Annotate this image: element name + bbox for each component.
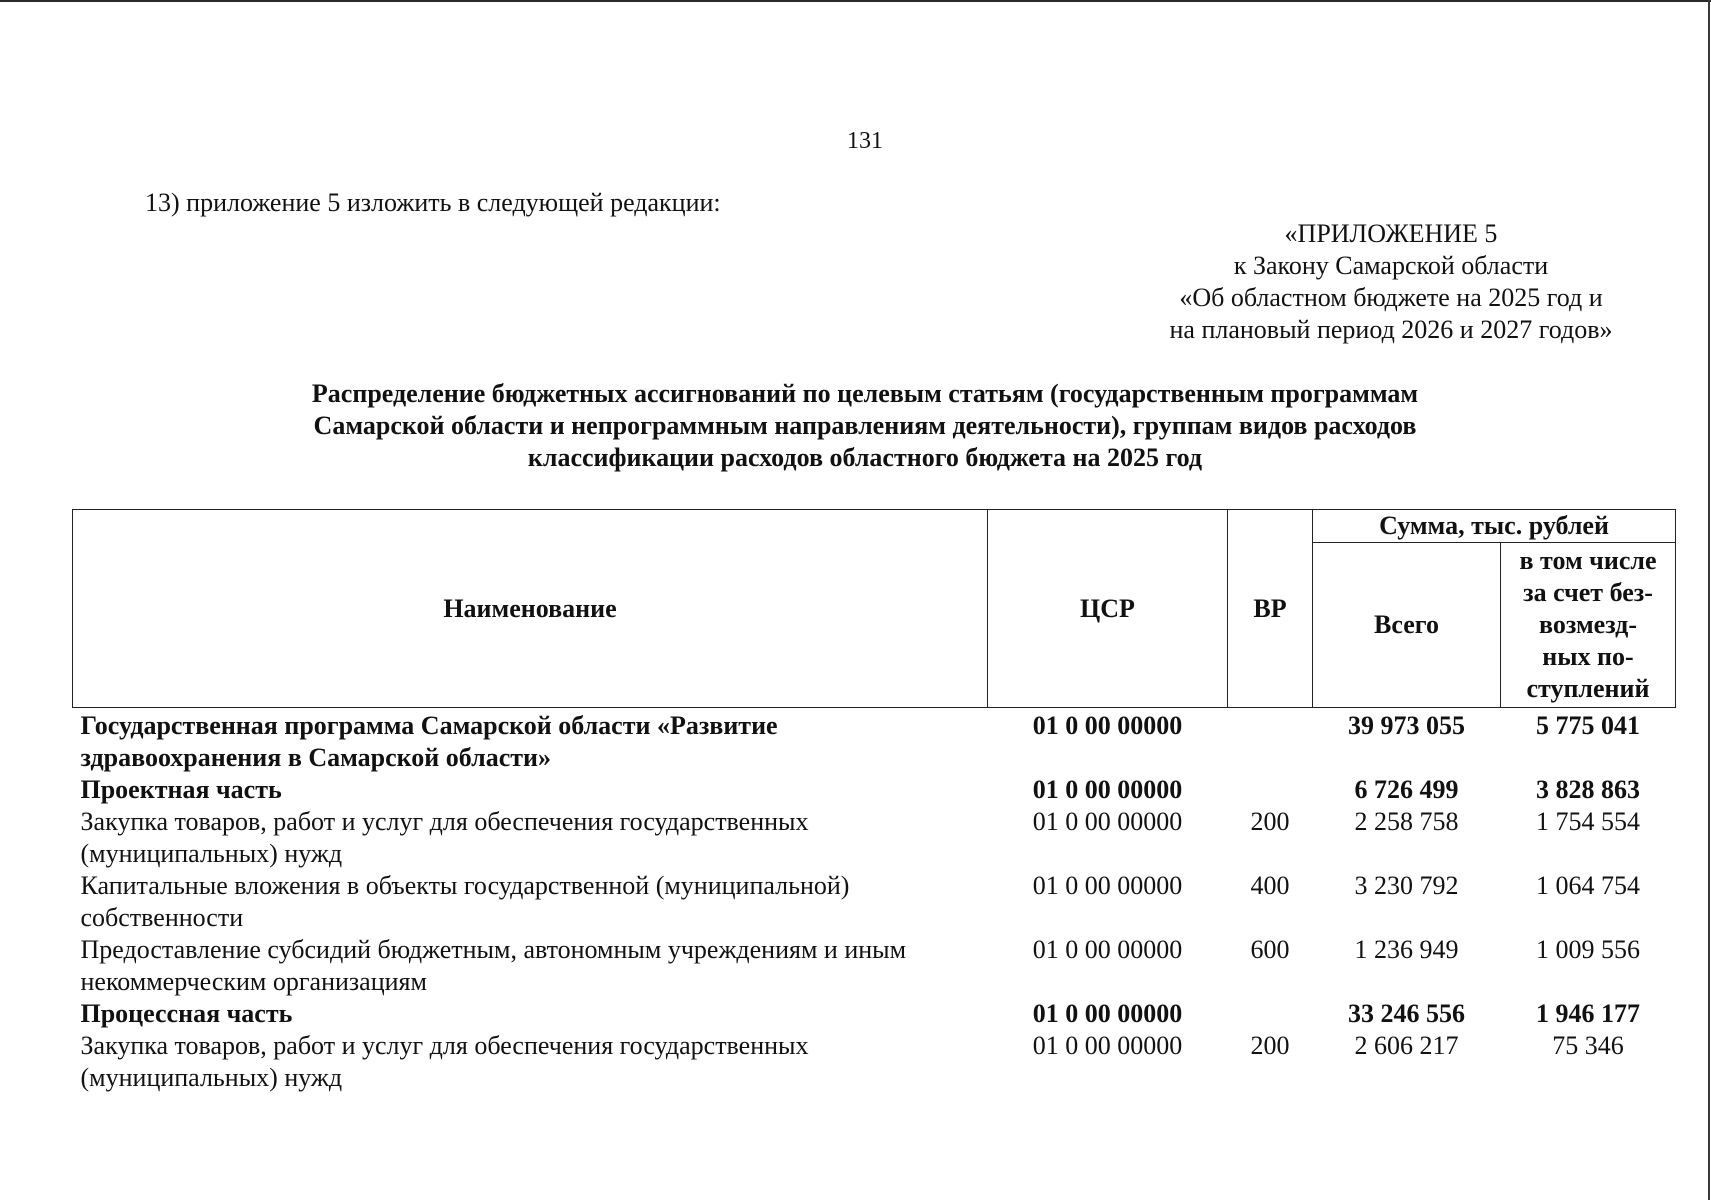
cell-free: 1 064 754 <box>1536 871 1640 900</box>
table-row <box>73 774 1676 806</box>
title-line: Распределение бюджетных ассигнований по целевым статьям (государственным программам <box>311 379 1419 408</box>
cell-free: 1 946 177 <box>1536 999 1640 1028</box>
appendix-header <box>1111 218 1671 346</box>
page-number: 131 <box>847 128 883 154</box>
cell-total: 3 230 792 <box>1354 871 1459 900</box>
cell-csr: 01 0 00 00000 <box>1032 1031 1183 1060</box>
cell-total: 39 973 055 <box>1348 711 1465 740</box>
cell-free: 3 828 863 <box>1536 775 1640 804</box>
cell-free: 1 754 554 <box>1536 807 1640 836</box>
cell-total: 1 236 949 <box>1354 935 1459 964</box>
cell-vr <box>1228 708 1313 775</box>
cell-name: Закупка товаров, работ и услуг для обеспечения государственных (муниципальных) нужд <box>80 807 809 868</box>
title-line: Самарской области и непрограммным направлениям деятельности), группам видов расходов <box>313 411 1417 440</box>
header-total: Всего <box>1313 543 1501 708</box>
cell-free: 5 775 041 <box>1536 711 1640 740</box>
cell-free: 1 009 556 <box>1536 935 1640 964</box>
cell-free: 75 346 <box>1552 1031 1624 1060</box>
cell-total: 33 246 556 <box>1348 999 1465 1028</box>
header-name: Наименование <box>73 510 988 708</box>
cell-name: Процессная часть <box>80 999 293 1028</box>
cell-vr: 200 <box>1250 1031 1290 1060</box>
appendix-line: на плановый период 2026 и 2027 годов» <box>1169 315 1613 344</box>
cell-csr: 01 0 00 00000 <box>1032 807 1183 836</box>
table-row <box>73 1030 1676 1094</box>
cell-csr: 01 0 00 00000 <box>1032 999 1183 1028</box>
table-row <box>73 934 1676 998</box>
cell-total: 2 258 758 <box>1354 807 1459 836</box>
cell-csr: 01 0 00 00000 <box>1032 711 1183 740</box>
header-free-line: ных по- <box>1542 642 1634 671</box>
table-row <box>73 708 1676 775</box>
table-row <box>73 870 1676 934</box>
header-free-line: в том числе <box>1519 546 1657 575</box>
cell-name: Государственная программа Самарской области «Развитие здравоохранения в Самарской области» <box>80 711 778 772</box>
table-row <box>73 998 1676 1030</box>
header-free-line: ступлений <box>1526 674 1650 703</box>
intro-text: 13) приложение 5 изложить в следующей редакции: <box>145 188 721 217</box>
title-line: классификации расходов областного бюджета на 2025 год <box>527 443 1203 472</box>
header-free-line: возмезд- <box>1539 610 1637 639</box>
cell-vr: 600 <box>1250 935 1290 964</box>
cell-vr <box>1228 774 1313 806</box>
cell-csr: 01 0 00 00000 <box>1032 775 1183 804</box>
cell-total: 2 606 217 <box>1354 1031 1459 1060</box>
cell-vr <box>1228 998 1313 1030</box>
header-sum: Сумма, тыс. рублей <box>1313 510 1676 543</box>
page-top-edge <box>0 0 1711 2</box>
header-free <box>1501 543 1676 708</box>
appendix-line: «Об областном бюджете на 2025 год и <box>1179 283 1603 312</box>
table-row <box>73 806 1676 870</box>
cell-name: Закупка товаров, работ и услуг для обеспечения государственных (муниципальных) нужд <box>80 1031 809 1092</box>
document-title <box>120 378 1610 474</box>
cell-name: Предоставление субсидий бюджетным, автономным учреждениям и иным некоммерческим организациям <box>80 935 907 996</box>
appendix-line: к Закону Самарской области <box>1233 251 1549 280</box>
cell-total: 6 726 499 <box>1354 775 1459 804</box>
cell-vr: 200 <box>1250 807 1290 836</box>
appendix-line: «ПРИЛОЖЕНИЕ 5 <box>1284 219 1498 248</box>
header-vr: ВР <box>1228 510 1313 708</box>
cell-vr: 400 <box>1250 871 1290 900</box>
budget-table <box>72 509 1676 1094</box>
header-csr: ЦСР <box>988 510 1228 708</box>
header-free-line: за счет без- <box>1523 578 1653 607</box>
cell-csr: 01 0 00 00000 <box>1032 935 1183 964</box>
cell-csr: 01 0 00 00000 <box>1032 871 1183 900</box>
page-right-edge <box>1708 0 1710 1200</box>
cell-name: Капитальные вложения в объекты государственной (муниципальной) собственности <box>80 871 850 932</box>
cell-name: Проектная часть <box>80 775 282 804</box>
